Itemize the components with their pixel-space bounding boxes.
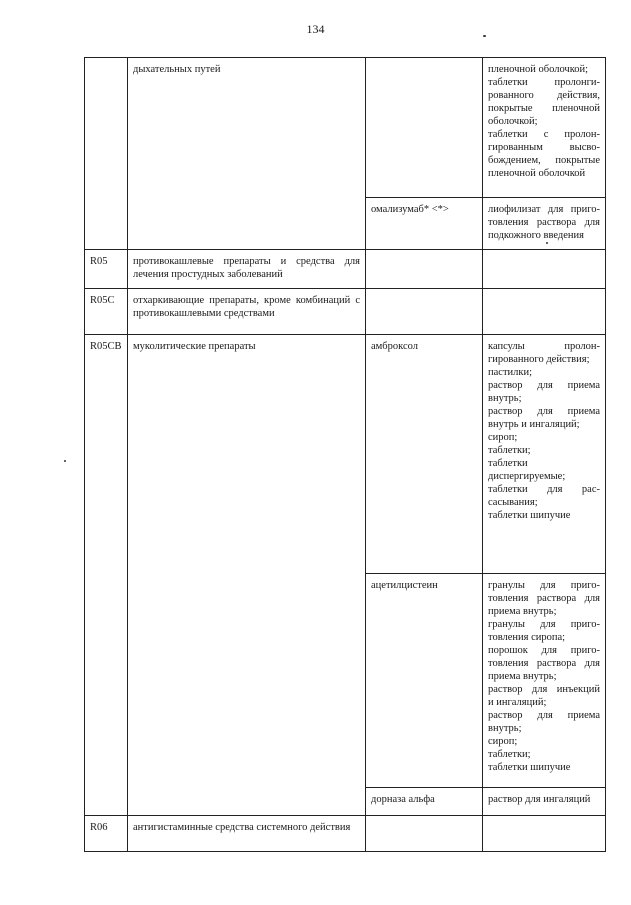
dosage-form-line: рованного действия, [488, 90, 600, 101]
dosage-form-line: покрытые пленочной [488, 103, 600, 114]
dosage-form-line: сироп; [488, 736, 518, 747]
dosage-form-line: бождением, покрытые [488, 155, 600, 166]
drug-name-cell [366, 816, 483, 852]
dosage-form-line: товления раствора для [488, 593, 600, 604]
dosage-form-line: раствор для приема [488, 710, 600, 721]
dosage-form-line: приема внутрь; [488, 606, 557, 617]
anatomical-therapeutic-group-cell [128, 58, 366, 250]
dosage-form-line: таблетки; [488, 445, 531, 456]
drug-name-cell: омализумаб* <*> [366, 198, 483, 250]
dosage-form-line: пленочной оболочкой [488, 168, 586, 179]
drug-name-cell: ацетилцистеин [366, 574, 483, 788]
dosage-form-line: раствор для инъекций [488, 684, 600, 695]
anatomical-therapeutic-group-cell [128, 335, 366, 816]
dosage-form-line: гранулы для приго- [488, 619, 600, 630]
dosage-form-line: таблетки с пролон- [488, 129, 600, 140]
drug-name-cell: дорназа альфа [366, 788, 483, 816]
dosage-form-line: товления раствора для [488, 658, 600, 669]
dosage-form-line: таблетки [488, 458, 528, 469]
group-text: отхаркивающие препараты, кроме комбинаций с противокашлевыми средствами [133, 295, 360, 319]
page-number: 134 [306, 22, 325, 36]
anatomical-therapeutic-group-cell [128, 816, 366, 852]
atc-code-cell: R05CB [85, 335, 128, 816]
dosage-form-cell [483, 289, 606, 335]
dosage-form-line: приема внутрь; [488, 671, 557, 682]
dosage-form-line: раствор для приема [488, 380, 600, 391]
scan-speck [483, 35, 486, 37]
dosage-form-cell [483, 335, 606, 574]
dosage-form-line: таблетки для рас- [488, 484, 600, 495]
dosage-form-cell [483, 574, 606, 788]
table-row [85, 816, 606, 852]
dosage-form-line: гированным высво- [488, 142, 600, 153]
dosage-form-line: диспергируемые; [488, 471, 566, 482]
drug-name-cell [366, 250, 483, 289]
anatomical-therapeutic-group-cell [128, 250, 366, 289]
dosage-form-line: таблетки шипучие [488, 510, 571, 521]
dosage-form-line: гированного действия; [488, 354, 590, 365]
dosage-form-cell [483, 250, 606, 289]
atc-code-cell: R05 [85, 250, 128, 289]
dosage-form-line: оболочкой; [488, 116, 538, 127]
dosage-form-line: раствор для ингаляций [488, 794, 591, 805]
dosage-form-cell [483, 816, 606, 852]
dosage-form-line: товления сиропа; [488, 632, 566, 643]
atc-code-cell [85, 58, 128, 250]
drug-classification-table [84, 57, 606, 852]
dosage-form-cell [483, 198, 606, 250]
dosage-form-line: таблетки шипучие [488, 762, 571, 773]
dosage-form-line: пастилки; [488, 367, 533, 378]
dosage-form-line: раствор для приема [488, 406, 600, 417]
group-text: дыхательных путей [133, 64, 221, 75]
dosage-form-line: и ингаляций; [488, 697, 547, 708]
dosage-form-cell [483, 58, 606, 198]
table-row [85, 58, 606, 198]
dosage-form-line: гранулы для приго- [488, 580, 600, 591]
dosage-form-line: товления раствора для [488, 217, 600, 228]
dosage-form-line: таблетки; [488, 749, 531, 760]
table-row [85, 289, 606, 335]
dosage-form-line: подкожного введения [488, 230, 584, 241]
dosage-form-line: таблетки пролонги- [488, 77, 600, 88]
dosage-form-line: внутрь; [488, 393, 522, 404]
group-text: муколитические препараты [133, 341, 256, 352]
group-text: антигистаминные средства системного действия [133, 822, 351, 833]
group-text: противокашлевые препараты и средства для лечения простудных заболеваний [133, 256, 360, 280]
dosage-form-line: капсулы пролон- [488, 341, 600, 352]
dosage-form-line: сасывания; [488, 497, 538, 508]
drug-name-cell [366, 58, 483, 198]
dosage-form-line: сироп; [488, 432, 518, 443]
scan-speck [64, 460, 66, 462]
dosage-form-line: внутрь и ингаляций; [488, 419, 580, 430]
dosage-form-line: внутрь; [488, 723, 522, 734]
dosage-form-line: порошок для приго- [488, 645, 600, 656]
drug-name-cell [366, 289, 483, 335]
atc-code-cell: R06 [85, 816, 128, 852]
atc-code-cell: R05C [85, 289, 128, 335]
anatomical-therapeutic-group-cell [128, 289, 366, 335]
dosage-form-line: пленочной оболочкой; [488, 64, 589, 75]
table-row [85, 335, 606, 574]
dosage-form-cell [483, 788, 606, 816]
drug-name-cell: амброксол [366, 335, 483, 574]
table-row [85, 250, 606, 289]
dosage-form-line: лиофилизат для приго- [488, 204, 600, 215]
